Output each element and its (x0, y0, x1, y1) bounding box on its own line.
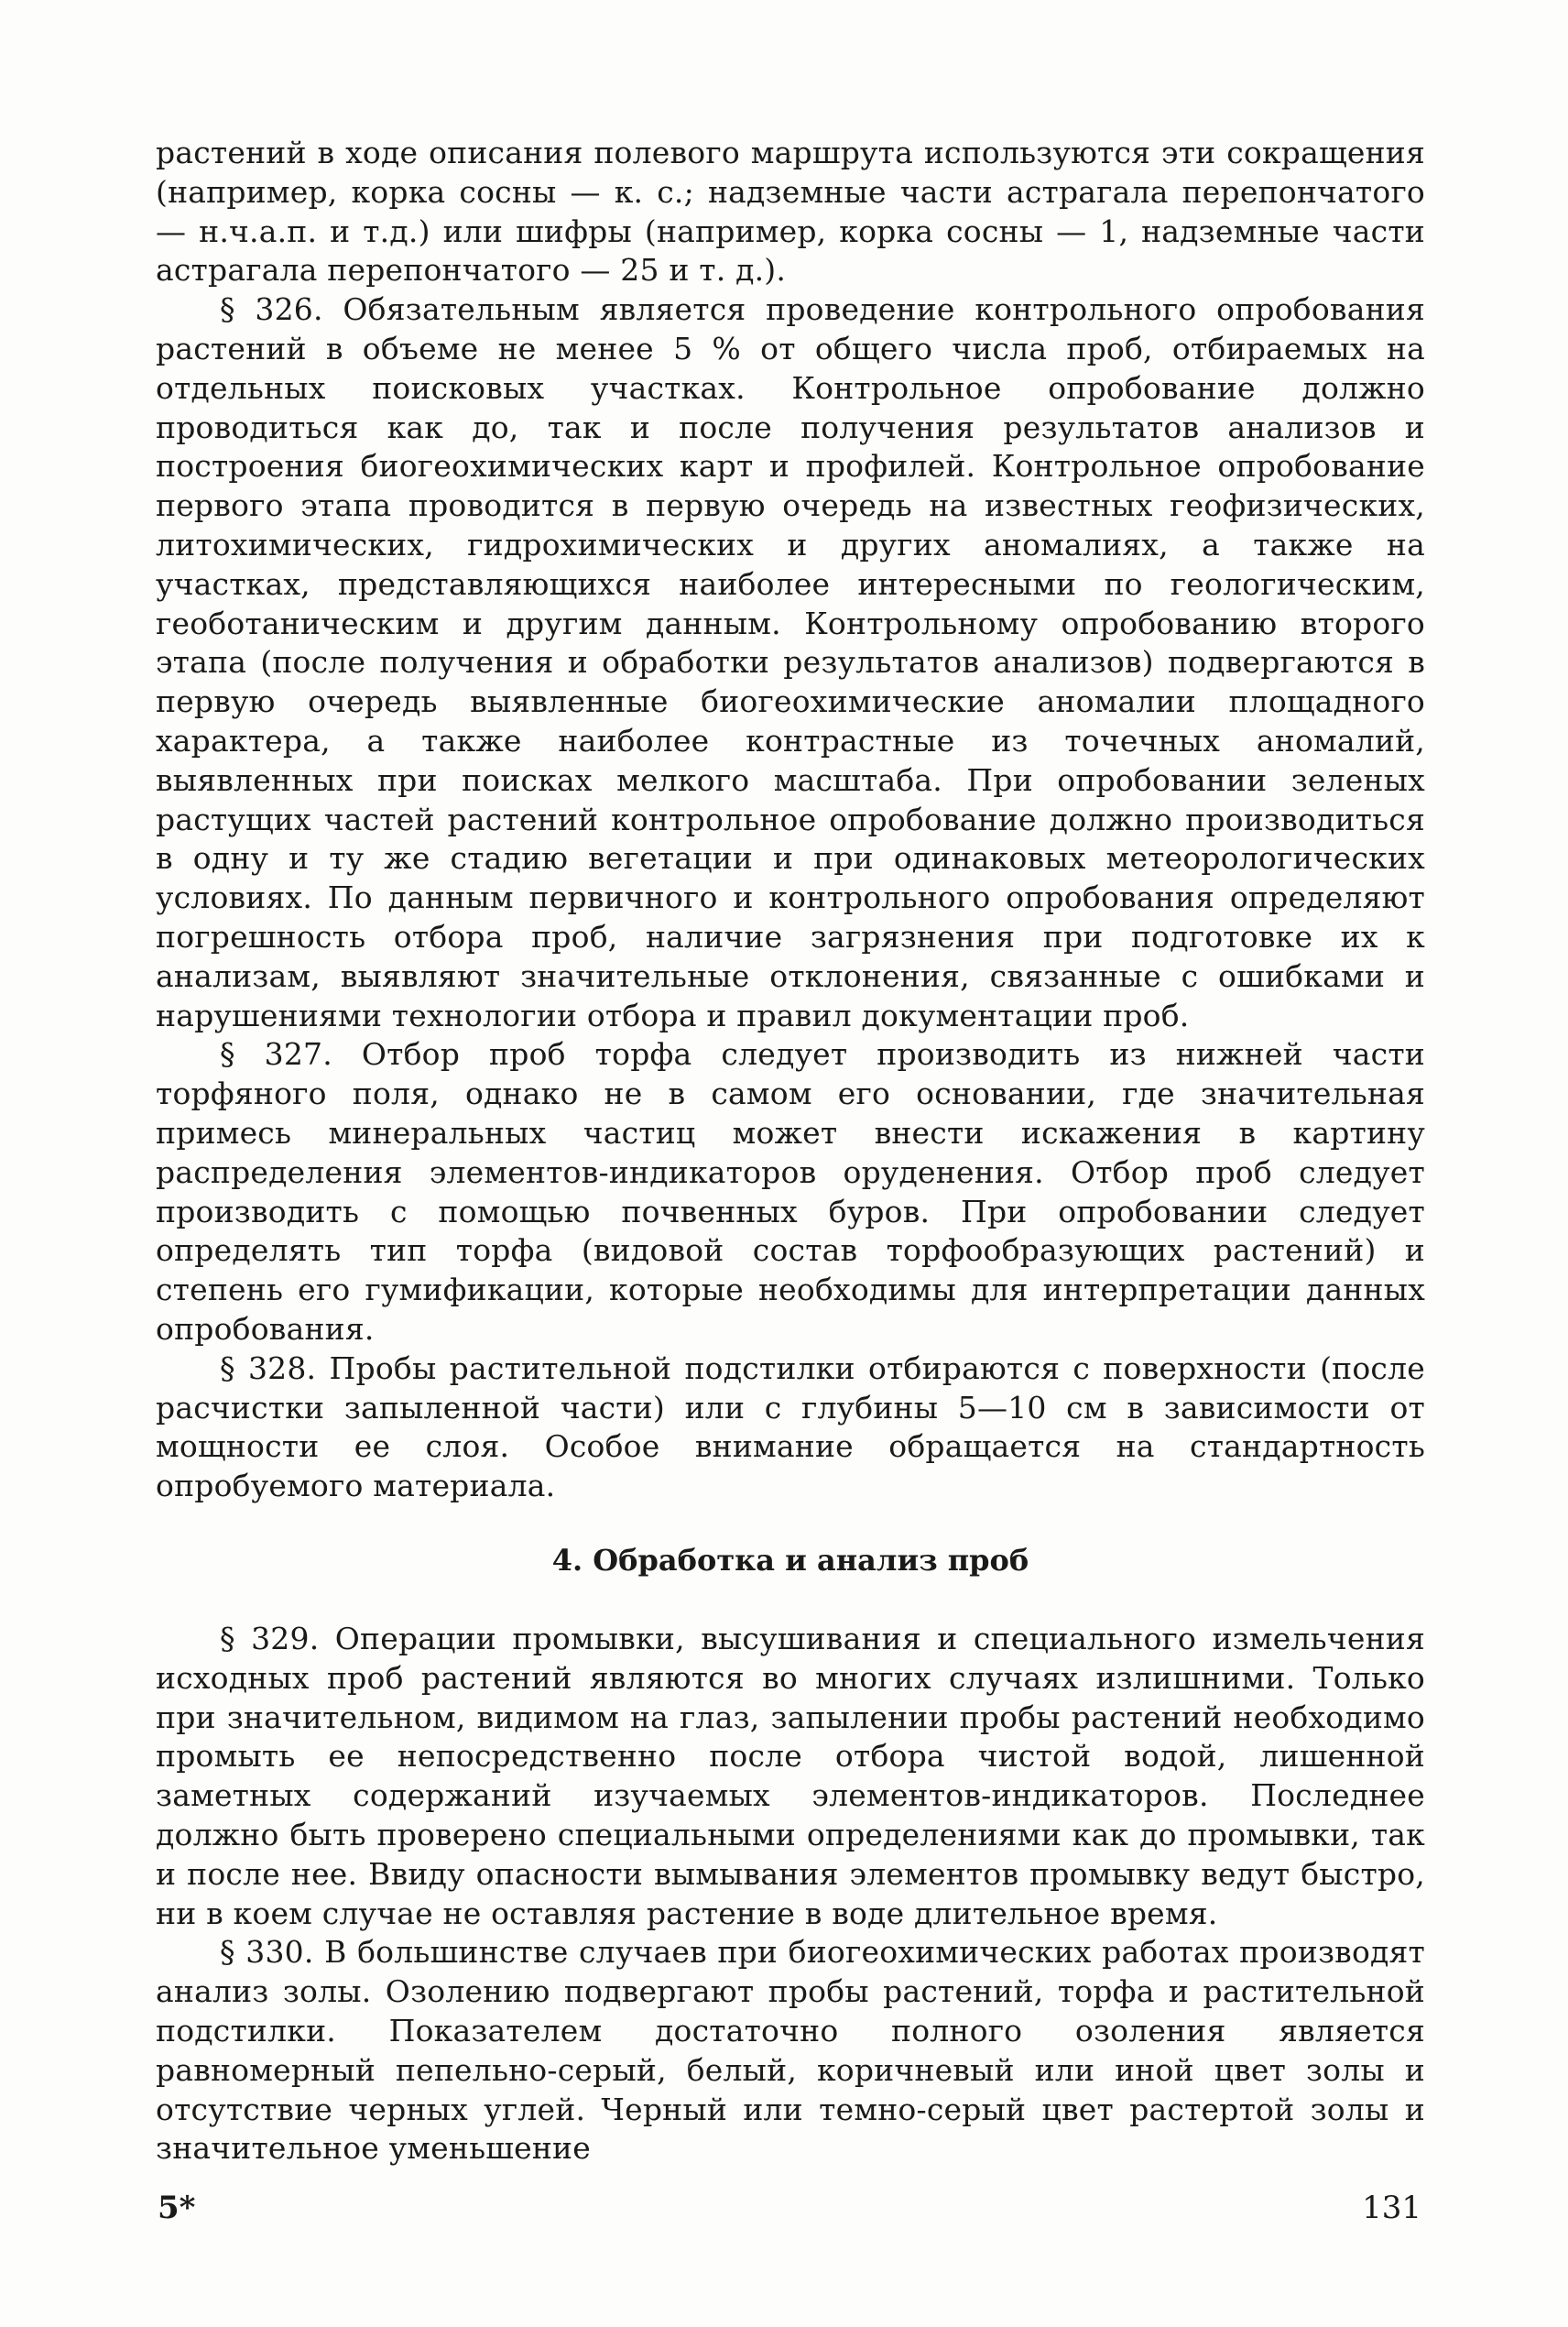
text-block-bottom (156, 1620, 1425, 2169)
page-number: 131 (1362, 2190, 1421, 2226)
paragraph-continuation: растений в ходе описания полевого маршрута используются эти сокращения (например, корка сосны — к. с.; надземные части астрагала перепончатого — н.ч.а.п. и т.д.) или шифры (например, корка сосны — 1, надземные части астрагала перепончатого — 25 и т. д.). (156, 135, 1425, 289)
paragraph-330: § 330. В большинстве случаев при биогеохимических работах производят анализ золы. Озолению подвергают пробы растений, торфа и растительной подстилки. Показателем достаточно полного озоления является равномерный пепельно-серый, белый, коричневый или иной цвет золы и отсутствие черных углей. Черный или темно-серый цвет растертой золы и значительное уменьшение (156, 1934, 1425, 2167)
signature-mark: 5* (158, 2190, 196, 2226)
text-block-top (156, 134, 1425, 1506)
paragraph-328: § 328. Пробы растительной подстилки отбираются с поверхности (после расчистки запыленной части) или с глубины 5—10 см в зависимости от мощности ее слоя. Особое внимание обращается на стандартность опробуемого материала. (156, 1349, 1425, 1504)
paragraph-329: § 329. Операции промывки, высушивания и специального измельчения исходных проб растений являются во многих случаях излишними. Только при значительном, видимом на глаз, запылении пробы растений необходимо промыть ее непосредственно после отбора чистой водой, лишенной заметных содержаний изучаемых элементов-индикаторов. Последнее должно быть проверено специальными определениями как до промывки, так и после нее. Ввиду опасности вымывания элементов промывку ведут быстро, ни в коем случае не оставляя растение в воде длительное время. (156, 1621, 1425, 1931)
paragraph-326: § 326. Обязательным является проведение контрольного опробования растений в объеме не менее 5 % от общего числа проб, отбираемых на отдельных поисковых участках. Контрольное опробование должно проводиться как до, так и после получения результатов анализов и построения биогеохимических карт и профилей. Контрольное опробование первого этапа проводится в первую очередь на известных геофизических, литохимических, гидрохимических и других аномалиях, а также на участках, представляющихся наиболее интересными по геологическим, геоботаническим и другим данным. Контрольному опробованию второго этапа (после получения и обработки результатов анализов) подвергаются в первую очередь выявленные биогеохимические аномалии площадного характера, а также наиболее контрастные из точечных аномалий, выявленных при поисках мелкого масштаба. При опробовании зеленых растущих частей растений контрольное опробование должно производиться в одну и ту же стадию вегетации и при одинаковых метеорологических условиях. По данным первичного и контрольного опробования определяют погрешность отбора проб, наличие загрязнения при подготовке их к анализам, выявляют значительные отклонения, связанные с ошибками и нарушениями технологии отбора и правил документации проб. (156, 291, 1425, 1033)
paragraph-327: § 327. Отбор проб торфа следует производить из нижней части торфяного поля, однако не в самом его основании, где значительная примесь минеральных частиц может внести искажения в картину распределения элементов-индикаторов оруденения. Отбор проб следует производить с помощью почвенных буров. При опробовании следует определять тип торфа (видовой состав торфообразующих растений) и степень его гумификации, которые необходимы для интерпретации данных опробования. (156, 1036, 1425, 1347)
section-heading: 4. Обработка и анализ проб (551, 1543, 1029, 1578)
